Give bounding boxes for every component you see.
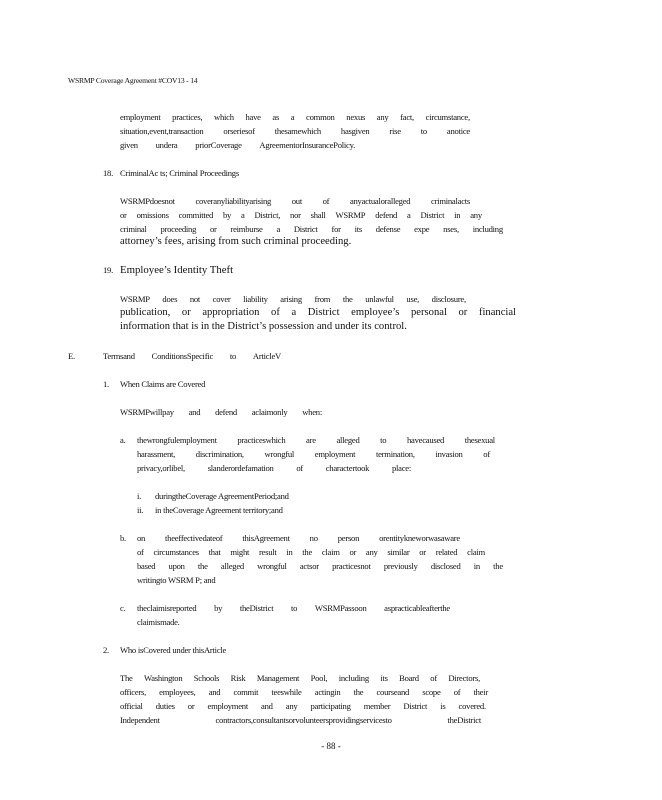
word: hasgiven	[340, 126, 370, 136]
word: proceeding	[160, 224, 197, 234]
word: circumstance,	[425, 112, 470, 122]
word: havecaused	[406, 435, 445, 445]
e1-c-line-1	[137, 603, 450, 613]
word: commit	[233, 687, 259, 697]
word: alleged	[336, 435, 360, 445]
e1-c-line-2: claimismade.	[137, 617, 180, 627]
e1-a-line-3	[137, 463, 411, 473]
word: no	[309, 533, 318, 543]
word: unlawful	[365, 294, 394, 304]
word: aclaimonly	[251, 407, 288, 417]
e1-a-ii-numeral: ii.	[137, 505, 144, 515]
e1-a-line-2	[137, 449, 490, 459]
word: a	[406, 210, 411, 220]
word: duties	[155, 701, 175, 711]
word: any	[376, 112, 389, 122]
word: defense	[375, 224, 401, 234]
word: from	[314, 294, 331, 304]
word: courseand	[376, 687, 410, 697]
e1-b-line-3	[137, 561, 503, 571]
word: when:	[302, 407, 322, 417]
word: nses,	[443, 224, 459, 234]
word: WSRMPassoon	[314, 603, 367, 613]
word: in	[454, 210, 461, 220]
word: Risk	[230, 673, 246, 683]
word: any	[365, 547, 378, 557]
section-e-heading	[103, 351, 281, 361]
word: nexus	[346, 112, 366, 122]
word: WSRMPwillpay	[120, 407, 174, 417]
word: committed	[178, 210, 214, 220]
item-18-line-3	[120, 224, 503, 234]
word: Directors,	[448, 673, 480, 683]
word: contractors,consultantsorvolunteersprovidingservicesto	[215, 715, 392, 725]
word: not	[189, 294, 201, 304]
word: theDistrict	[239, 603, 274, 613]
word: fact,	[400, 112, 414, 122]
item-19-line-3: information that is in the District’s possession and under its control.	[120, 321, 407, 332]
word: rise	[389, 126, 401, 136]
word: including	[472, 224, 503, 234]
word: as	[272, 112, 280, 122]
word: person	[337, 533, 360, 543]
word: actsor	[299, 561, 319, 571]
intro-line-3	[120, 140, 355, 150]
e1-b-line-1	[137, 533, 460, 543]
word: expe	[414, 224, 430, 234]
word: priorCoverage	[195, 140, 242, 150]
word: its	[354, 224, 362, 234]
word: scope	[422, 687, 441, 697]
word: to	[380, 435, 387, 445]
word: situation,event,transaction	[120, 126, 204, 136]
word: Independent	[120, 715, 160, 725]
e1-a-ii-text: in theCoverage Agreement territory;and	[155, 505, 283, 515]
e2-heading: Who isCovered under thisArticle	[120, 645, 227, 655]
item-18-line-1	[120, 196, 470, 206]
word: orseriesof	[223, 126, 255, 136]
word: theeffectivedateof	[165, 533, 223, 543]
word: is	[440, 701, 446, 711]
word: claim	[467, 547, 485, 557]
item-18-heading: CriminalAc ts; Criminal Proceedings	[120, 168, 239, 178]
word: common	[306, 112, 335, 122]
word: or	[187, 701, 195, 711]
page-number: - 88 -	[321, 741, 341, 751]
word: employees,	[159, 687, 196, 697]
word: any	[470, 210, 482, 220]
word: Washington	[144, 673, 183, 683]
word: related	[435, 547, 458, 557]
word: and	[261, 701, 273, 711]
word: employment	[207, 701, 248, 711]
word: to	[291, 603, 298, 613]
word: thesexual	[464, 435, 495, 445]
word: a	[276, 224, 281, 234]
word: liability	[243, 294, 268, 304]
word: The	[120, 673, 133, 683]
word: the	[302, 547, 313, 557]
word: officers,	[120, 687, 146, 697]
word: District	[420, 210, 445, 220]
word: actingin	[314, 687, 341, 697]
word: to	[229, 351, 237, 361]
word: participating	[310, 701, 351, 711]
word: including	[338, 673, 369, 683]
word: thisAgreement	[242, 533, 290, 543]
word: employment	[314, 449, 356, 459]
word: employment	[120, 112, 161, 122]
word: termination,	[375, 449, 415, 459]
word: WSRMP	[335, 210, 366, 220]
word: circumstances	[153, 547, 199, 557]
word: WSRMPdoesnot	[120, 196, 175, 206]
word: of	[322, 196, 330, 206]
word: a	[240, 210, 245, 220]
word: of	[430, 673, 437, 683]
e1-a-letter: a.	[120, 435, 126, 445]
word: the	[197, 561, 208, 571]
word: of	[296, 463, 303, 473]
word: out	[291, 196, 302, 206]
word: thesamewhich	[274, 126, 321, 136]
word: ArticleV	[252, 351, 281, 361]
e2-line-1	[120, 673, 480, 683]
word: similar	[387, 547, 410, 557]
word: nor	[290, 210, 301, 220]
word: have	[245, 112, 261, 122]
word: District	[293, 224, 318, 234]
e1-intro	[120, 407, 322, 417]
e1-a-i-text: duringtheCoverage AgreementPeriod;and	[155, 491, 289, 501]
e1-heading: When Claims are Covered	[120, 379, 206, 389]
word: by	[214, 603, 223, 613]
word: to	[420, 126, 427, 136]
word: omissions	[136, 210, 169, 220]
word: a	[290, 112, 295, 122]
word: Schools	[193, 673, 220, 683]
word: teeswhile	[271, 687, 302, 697]
word: alleged	[220, 561, 244, 571]
word: reimburse	[230, 224, 263, 234]
e1-a-i-numeral: i.	[137, 491, 142, 501]
word: result	[258, 547, 277, 557]
word: any	[285, 701, 298, 711]
word: or	[120, 210, 127, 220]
word: WSRMP	[120, 294, 150, 304]
word: aspracticableafterthe	[384, 603, 450, 613]
word: charactertook	[325, 463, 370, 473]
word: are	[306, 435, 316, 445]
item-18-line-2	[120, 210, 482, 220]
word: that	[208, 547, 221, 557]
word: for	[331, 224, 341, 234]
e2-line-3	[120, 701, 486, 711]
word: and	[188, 407, 201, 417]
word: privacy,orlibel,	[137, 463, 185, 473]
word: wrongful	[264, 449, 295, 459]
word: Pool,	[310, 673, 328, 683]
e1-number: 1.	[103, 379, 109, 389]
word: in	[473, 561, 480, 571]
word: shall	[310, 210, 326, 220]
word: disclosed	[430, 561, 461, 571]
item-18-number: 18.	[103, 168, 113, 178]
section-e-letter: E.	[68, 351, 75, 361]
word: District	[403, 701, 428, 711]
word: arising	[280, 294, 302, 304]
word: invasion	[435, 449, 463, 459]
word: anyactualoralleged	[349, 196, 411, 206]
e2-number: 2.	[103, 645, 109, 655]
word: place:	[391, 463, 411, 473]
intro-line-1	[120, 112, 470, 122]
word: cover	[212, 294, 231, 304]
e1-b-line-2	[137, 547, 485, 557]
word: of	[137, 547, 144, 557]
word: practicesnot	[332, 561, 371, 571]
word: or	[419, 547, 426, 557]
word: harassment,	[137, 449, 176, 459]
word: wrongful	[257, 561, 287, 571]
item-19-number: 19.	[103, 265, 113, 275]
word: of	[453, 687, 461, 697]
word: defend	[375, 210, 398, 220]
word: criminalacts	[431, 196, 470, 206]
word: coveranyliabilityarising	[195, 196, 272, 206]
item-18-line-4: attorney’s fees, arising from such criminal proceeding.	[120, 236, 352, 247]
item-19-line-2: publication, or appropriation of a District employee’s personal or financial	[120, 307, 516, 318]
word: practiceswhich	[237, 435, 286, 445]
word: theclaimisreported	[137, 603, 197, 613]
word: District,	[254, 210, 281, 220]
e1-a-line-1	[137, 435, 495, 445]
word: member	[363, 701, 391, 711]
word: Termsand	[103, 351, 135, 361]
word: thewrongfulemployment	[137, 435, 217, 445]
word: Board	[399, 673, 419, 683]
word: use,	[406, 294, 420, 304]
word: anotice	[446, 126, 470, 136]
word: covered.	[458, 701, 486, 711]
word: and	[208, 687, 221, 697]
word: upon	[168, 561, 185, 571]
word: which	[214, 112, 234, 122]
intro-line-2	[120, 126, 470, 136]
word: ConditionsSpecific	[151, 351, 214, 361]
word: given	[120, 140, 138, 150]
word: on	[137, 533, 146, 543]
word: or	[209, 224, 217, 234]
word: claim	[321, 547, 340, 557]
item-19-line-1	[120, 294, 466, 304]
word: official	[120, 701, 143, 711]
word: orentitykneworwasaware	[379, 533, 460, 543]
running-header: WSRMP Coverage Agreement #COV13 - 14	[68, 76, 198, 85]
word: might	[230, 547, 250, 557]
word: their	[473, 687, 488, 697]
word: the	[342, 294, 353, 304]
word: slanderordefamation	[207, 463, 274, 473]
word: based	[137, 561, 156, 571]
word: by	[223, 210, 232, 220]
e2-line-2	[120, 687, 488, 697]
word: discrimination,	[195, 449, 244, 459]
word: practices,	[172, 112, 203, 122]
word: Management	[256, 673, 300, 683]
word: theDistrict	[447, 715, 481, 725]
word: criminal	[120, 224, 147, 234]
e1-c-letter: c.	[120, 603, 126, 613]
e1-b-letter: b.	[120, 533, 126, 543]
word: AgreementorInsurancePolicy.	[259, 140, 355, 150]
word: does	[162, 294, 178, 304]
word: undera	[155, 140, 178, 150]
e1-b-line-4: writingto WSRM P; and	[137, 575, 216, 585]
word: disclosure,	[431, 294, 466, 304]
e2-line-4	[120, 715, 481, 725]
word: previously	[383, 561, 418, 571]
word: defend	[215, 407, 237, 417]
word: the	[493, 561, 503, 571]
word: in	[286, 547, 293, 557]
item-19-heading: Employee’s Identity Theft	[120, 264, 234, 276]
word: the	[353, 687, 364, 697]
word: of	[483, 449, 490, 459]
word: or	[349, 547, 357, 557]
word: its	[380, 673, 388, 683]
